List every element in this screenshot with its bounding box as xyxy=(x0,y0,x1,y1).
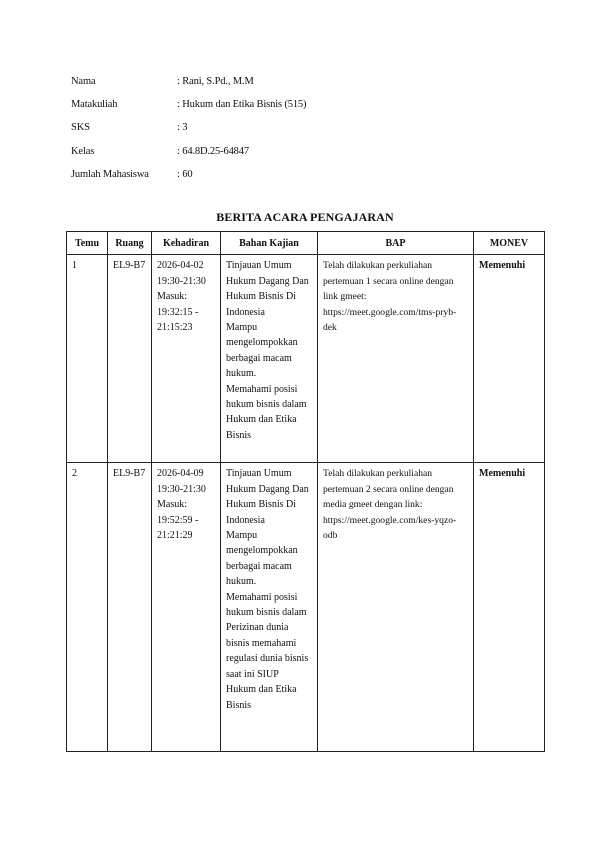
kajian-topic: Mampu mengelompokkan berbagai macam hukum. xyxy=(226,530,298,588)
info-value: : Rani, S.Pd., M.M xyxy=(177,76,254,88)
table-header-row xyxy=(67,232,545,255)
kajian-topic: Tinjauan Umum Hukum Dagang Dan Hukum Bisnis Di Indonesia xyxy=(226,468,309,526)
kehadiran-out-time: 21:15:23 xyxy=(157,322,193,334)
info-row-kelas xyxy=(71,140,431,163)
kajian-topic: Hukum dan Etika Bisnis xyxy=(226,684,297,711)
page-title: BERITA ACARA PENGAJARAN xyxy=(216,210,394,224)
table-row xyxy=(67,463,545,752)
kehadiran-out-time: 21:21:29 xyxy=(157,530,193,542)
cell-bap: Telah dilakukan perkuliahan pertemuan 1 secara online dengan link gmeet: https://meet.google.com/tms-pryb-dek xyxy=(318,255,474,463)
kajian-topic: Tinjauan Umum Hukum Dagang Dan Hukum Bisnis Di Indonesia xyxy=(226,260,309,318)
kehadiran-schedule: 19:30-21:30 xyxy=(157,275,206,287)
info-value: : 3 xyxy=(177,122,188,134)
info-row-matakuliah xyxy=(71,93,431,116)
kajian-topic: Hukum dan Etika Bisnis xyxy=(226,414,297,441)
kehadiran-schedule: 19:30-21:30 xyxy=(157,483,206,495)
cell-kehadiran xyxy=(152,463,221,752)
kehadiran-in-time: 19:32:15 - xyxy=(157,306,199,318)
info-value: : 64.8D.25-64847 xyxy=(177,145,249,157)
kehadiran-masuk-label: Masuk: xyxy=(157,499,187,511)
column-header-temu: Temu xyxy=(67,232,108,255)
kehadiran-in-time: 19:52:59 - xyxy=(157,514,199,526)
cell-ruang: EL9-B7 xyxy=(108,255,152,463)
kehadiran-date: 2026-04-02 xyxy=(157,260,204,272)
cell-kehadiran xyxy=(152,255,221,463)
cell-monev: Memenuhi xyxy=(474,463,545,752)
column-header-monev: MONEV xyxy=(474,232,545,255)
course-info xyxy=(71,70,431,186)
column-header-bahan-kajian: Bahan Kajian xyxy=(221,232,318,255)
kajian-topic: Mampu mengelompokkan berbagai macam hukum. xyxy=(226,322,298,380)
cell-monev: Memenuhi xyxy=(474,255,545,463)
info-value: : Hukum dan Etika Bisnis (515) xyxy=(177,99,307,111)
info-value: : 60 xyxy=(177,168,193,180)
teaching-report-table xyxy=(66,231,545,752)
column-header-bap: BAP xyxy=(318,232,474,255)
table-row xyxy=(67,255,545,463)
cell-bahan-kajian xyxy=(221,463,318,752)
kajian-topic: Memahami posisi hukum bisnis dalam Perizinan dunia bisnis memahami regulasi dunia bisnis saat ini SIUP xyxy=(226,591,309,680)
info-label: Jumlah Mahasiswa xyxy=(71,168,149,180)
cell-temu: 1 xyxy=(67,255,108,463)
info-row-sks xyxy=(71,116,431,139)
kehadiran-date: 2026-04-09 xyxy=(157,468,204,480)
info-row-nama xyxy=(71,70,431,93)
kajian-topic: Memahami posisi hukum bisnis dalam xyxy=(226,383,307,411)
info-label: Nama xyxy=(71,76,96,88)
info-label: SKS xyxy=(71,122,90,134)
info-row-jumlah-mahasiswa xyxy=(71,163,431,186)
cell-bap: Telah dilakukan perkuliahan pertemuan 2 secara online dengan media gmeet dengan link: https://meet.google.com/kes-yqzo-odb xyxy=(318,463,474,752)
column-header-ruang: Ruang xyxy=(108,232,152,255)
cell-ruang: EL9-B7 xyxy=(108,463,152,752)
cell-bahan-kajian xyxy=(221,255,318,463)
column-header-kehadiran: Kehadiran xyxy=(152,232,221,255)
info-label: Kelas xyxy=(71,145,95,157)
kehadiran-masuk-label: Masuk: xyxy=(157,291,187,303)
cell-temu: 2 xyxy=(67,463,108,752)
info-label: Matakuliah xyxy=(71,99,118,111)
